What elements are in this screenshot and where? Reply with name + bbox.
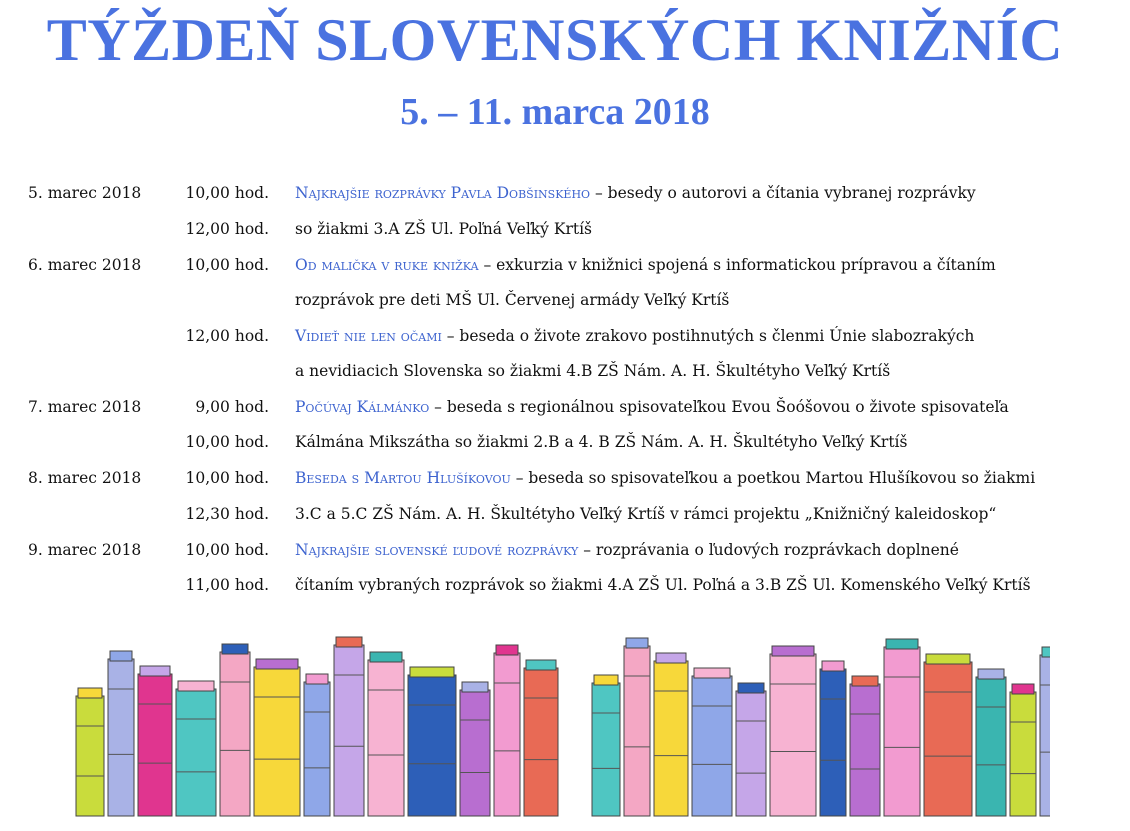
event-text: – exkurzia v knižnici spojená s informatickou prípravou a čítaním xyxy=(478,256,996,274)
book-top xyxy=(336,637,362,647)
book-spine xyxy=(220,652,250,816)
row-time: 12,00 hod. xyxy=(185,220,269,238)
book-top xyxy=(926,654,970,664)
book-spine xyxy=(254,667,300,816)
book-spine xyxy=(176,689,216,816)
event-title: Vidieť nie len očami xyxy=(295,327,442,345)
event-title: Od malička v ruke knižka xyxy=(295,256,479,274)
book-top xyxy=(496,645,518,655)
book-top xyxy=(656,653,686,663)
book-spine xyxy=(924,662,972,816)
book-top xyxy=(978,669,1004,679)
event-title: Najkrajšie rozprávky Pavla Dobšinského xyxy=(295,184,591,202)
row-time: 10,00 hod. xyxy=(185,469,269,487)
schedule-row xyxy=(0,570,1130,600)
book-spine xyxy=(624,646,650,816)
book-top xyxy=(822,661,844,671)
book-top xyxy=(78,688,102,698)
book-spine xyxy=(850,684,880,816)
row-date: 8. marec 2018 xyxy=(28,469,142,487)
row-time: 10,00 hod. xyxy=(185,184,269,202)
book-top xyxy=(852,676,878,686)
schedule-row xyxy=(0,463,1130,493)
event-title: Počúvaj Kálmánko xyxy=(295,398,430,416)
event-text: – besedy o autorovi a čítania vybranej rozprávky xyxy=(590,184,976,202)
schedule-row xyxy=(0,178,1130,208)
book-spine xyxy=(1040,655,1050,816)
row-time: 10,00 hod. xyxy=(185,541,269,559)
book-top xyxy=(306,674,328,684)
row-time: 12,00 hod. xyxy=(185,327,269,345)
book-top xyxy=(694,668,730,678)
book-spine xyxy=(976,677,1006,816)
row-description xyxy=(295,285,729,315)
book-spine xyxy=(736,691,766,816)
row-time: 11,00 hod. xyxy=(185,576,269,594)
book-top xyxy=(594,675,618,685)
row-description xyxy=(295,570,1031,600)
book-spine xyxy=(770,654,816,816)
book-spine xyxy=(76,696,104,816)
event-dates: 5. – 11. marca 2018 xyxy=(400,91,710,133)
book-top xyxy=(140,666,170,676)
book-spine xyxy=(408,675,456,816)
row-description xyxy=(295,499,996,529)
page-title: TÝŽDEŇ SLOVENSKÝCH KNIŽNÍC xyxy=(46,7,1064,73)
schedule-row xyxy=(0,285,1130,315)
row-description xyxy=(295,321,974,351)
schedule-row xyxy=(0,214,1130,244)
book-top xyxy=(256,659,298,669)
event-title: Najkrajšie slovenské ľudové rozprávky xyxy=(295,541,579,559)
row-description xyxy=(295,214,592,244)
book-spine xyxy=(334,645,364,816)
row-date: 6. marec 2018 xyxy=(28,256,142,274)
schedule-row xyxy=(0,499,1130,529)
event-text: Kálmána Mikszátha so žiakmi 2.B a 4. B ZŠ Nám. A. H. Škultétyho Veľký Krtíš xyxy=(295,433,908,451)
event-text: 3.C a 5.C ZŠ Nám. A. H. Škultétyho Veľký Krtíš v rámci projektu „Knižničný kaleidoskop“ xyxy=(295,505,997,523)
event-text: – beseda o živote zrakovo postihnutých s členmi Únie slabozrakých xyxy=(441,327,975,345)
row-date: 7. marec 2018 xyxy=(28,398,142,416)
book-spine xyxy=(884,647,920,816)
schedule-row xyxy=(0,535,1130,565)
book-row-illustration xyxy=(70,636,1050,821)
row-date: 9. marec 2018 xyxy=(28,541,142,559)
event-text: – rozprávania o ľudových rozprávkach doplnené xyxy=(578,541,959,559)
row-date: 5. marec 2018 xyxy=(28,184,142,202)
book-top xyxy=(410,667,454,677)
event-text: so žiakmi 3.A ZŠ Ul. Poľná Veľký Krtíš xyxy=(295,220,592,238)
book-spine xyxy=(494,653,520,816)
row-description xyxy=(295,178,976,208)
book-top xyxy=(222,644,248,654)
schedule-row xyxy=(0,321,1130,351)
row-time: 10,00 hod. xyxy=(185,256,269,274)
book-spine xyxy=(460,690,490,816)
book-spine xyxy=(820,669,846,816)
book-top xyxy=(526,660,556,670)
book-spine xyxy=(592,683,620,816)
row-description xyxy=(295,250,996,280)
event-text: rozprávok pre deti MŠ Ul. Červenej armády Veľký Krtíš xyxy=(295,291,730,309)
book-top xyxy=(178,681,214,691)
event-text: čítaním vybraných rozprávok so žiakmi 4.A ZŠ Ul. Poľná a 3.B ZŠ Ul. Komenského Veľký Krtíš xyxy=(295,576,1031,594)
book-spine xyxy=(138,674,172,816)
row-description xyxy=(295,427,907,457)
row-description xyxy=(295,463,1035,493)
row-time: 12,30 hod. xyxy=(185,505,269,523)
book-top xyxy=(110,651,132,661)
event-text: – beseda s regionálnou spisovateľkou Evou Šoóšovou o živote spisovateľa xyxy=(429,398,1009,416)
book-spine xyxy=(524,668,558,816)
book-top xyxy=(1012,684,1034,694)
event-text: – beseda so spisovateľkou a poetkou Martou Hlušíkovou so žiakmi xyxy=(510,469,1036,487)
row-description xyxy=(295,535,959,565)
book-top xyxy=(462,682,488,692)
book-top xyxy=(738,683,764,693)
book-spine xyxy=(304,682,330,816)
schedule-row xyxy=(0,392,1130,422)
row-time: 9,00 hod. xyxy=(195,398,269,416)
book-top xyxy=(626,638,648,648)
event-text: a nevidiacich Slovenska so žiakmi 4.B ZŠ Nám. A. H. Škultétyho Veľký Krtíš xyxy=(295,362,891,380)
book-top xyxy=(370,652,402,662)
book-spine xyxy=(654,661,688,816)
book-top xyxy=(1042,647,1050,657)
book-top xyxy=(772,646,814,656)
book-spine xyxy=(692,676,732,816)
row-description xyxy=(295,356,890,386)
book-spine xyxy=(1010,692,1036,816)
row-time: 10,00 hod. xyxy=(185,433,269,451)
schedule-row xyxy=(0,250,1130,280)
book-top xyxy=(886,639,918,649)
book-spine xyxy=(368,660,404,816)
event-title: Beseda s Martou Hlušíkovou xyxy=(295,469,511,487)
row-description xyxy=(295,392,1009,422)
schedule-row xyxy=(0,356,1130,386)
book-spine xyxy=(108,659,134,816)
schedule-row xyxy=(0,427,1130,457)
